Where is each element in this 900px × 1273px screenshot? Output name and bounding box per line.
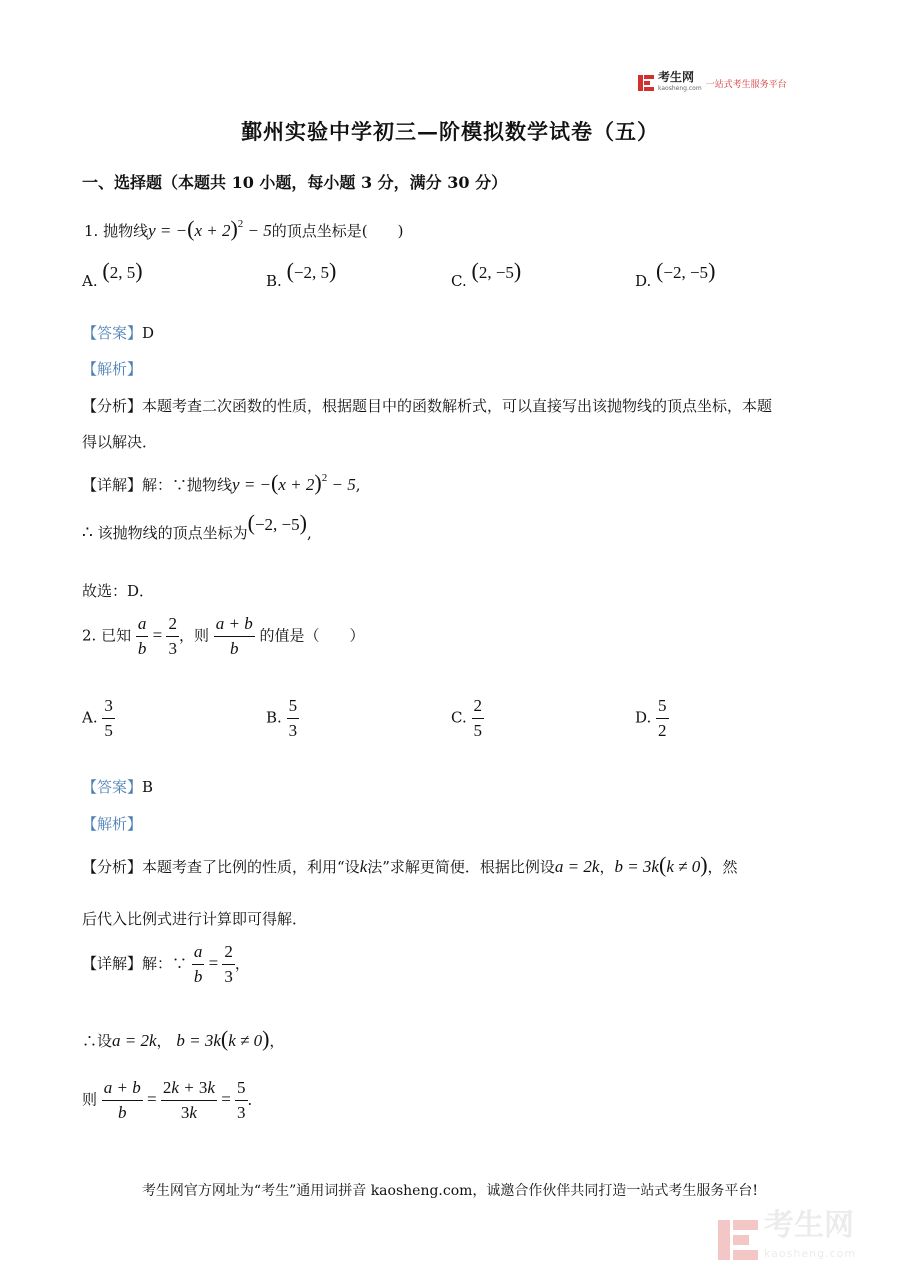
watermark-logo-icon [718, 1220, 758, 1260]
q1-detail: 【详解】解：∵抛物线$y = -(x + 2)^2 - 5$, [82, 470, 361, 495]
q2-option-d: D. $\frac{5}{2}$ [635, 696, 667, 740]
q1-fenxi-line2: 得以解决． [82, 433, 158, 451]
q1-fenxi-line1: 【分析】本题考查二次函数的性质，根据题目中的函数解析式，可以直接写出该抛物线的顶点坐标，本题 [82, 397, 773, 415]
header-slogan: 一站式考生服务平台 [705, 79, 787, 90]
question-prefix: 抛物线 [103, 222, 149, 240]
question-suffix: 的顶点坐标是( ) [271, 222, 404, 240]
parabola-equation: $y = -(x + 2)^2 - 5$ [148, 216, 272, 241]
q1-option-b: B. (−2, 5) [266, 258, 337, 290]
q1-therefore: ∴ 该抛物线的顶点坐标为(−2, −5), [82, 510, 312, 543]
q2-set: ∴设a = 2k， b = 3k(k ≠ 0)， [82, 1026, 285, 1051]
q1-option-d: D. (−2, −5) [635, 258, 716, 290]
logo-text [658, 72, 702, 94]
header-logo [638, 72, 787, 94]
section-heading: 一、选择题（本题共 10 小题，每小题 3 分，满分 30 分） [82, 173, 508, 192]
question-number: 1. [84, 222, 99, 240]
question-1 [84, 216, 404, 242]
logo-name: 考生网 [658, 70, 695, 84]
logo-domain: kaosheng.com [658, 85, 702, 92]
q2-option-c: C. $\frac{2}{5}$ [451, 696, 482, 740]
q1-option-c: C. (2, −5) [451, 258, 522, 290]
question-2: 2. 已知 $\frac{a}{b}$ = $\frac{2}{3}$ ，则 $\frac{a + b}{b}$ 的值是（ ） [82, 614, 365, 658]
q2-answer: 【答案】B [82, 778, 154, 796]
q2-analysis-tag: 【解析】 [82, 815, 143, 833]
q2-then: 则 $\frac{a + b}{b}$ = $\frac{2k + 3k}{3k}$ = $\frac{5}{3}$ ． [82, 1078, 263, 1122]
footer-text: 考生网官方网址为“考生”通用词拼音 kaosheng.com，诚邀合作伙伴共同打造一站式考生服务平台! [141, 1183, 759, 1199]
watermark-text: 考生网 kaosheng.com [764, 1208, 857, 1260]
q2-fenxi-line2: 后代入比例式进行计算即可得解． [82, 910, 308, 928]
q1-analysis-tag: 【解析】 [82, 360, 143, 378]
q1-choose: 故选：D． [82, 582, 155, 600]
q1-answer: 【答案】D [82, 324, 155, 342]
q2-option-a: A. $\frac{3}{5}$ [82, 696, 113, 740]
watermark [718, 1208, 857, 1268]
page-title: 鄞州实验中学初三—阶模拟数学试卷（五） [241, 119, 659, 144]
kaosheng-logo-icon [638, 75, 654, 91]
q2-detail: 【详解】解：∵ $\frac{a}{b}$ = $\frac{2}{3}$ ， [82, 942, 250, 986]
q2-fenxi-line1: 【分析】本题考查了比例的性质，利用“设k法”求解更简便．根据比例设a = 2k，b = 3k(k ≠ 0)，然 [82, 852, 738, 877]
q2-option-b: B. $\frac{5}{3}$ [266, 696, 298, 740]
q1-option-a: A. (2, 5) [82, 258, 143, 290]
